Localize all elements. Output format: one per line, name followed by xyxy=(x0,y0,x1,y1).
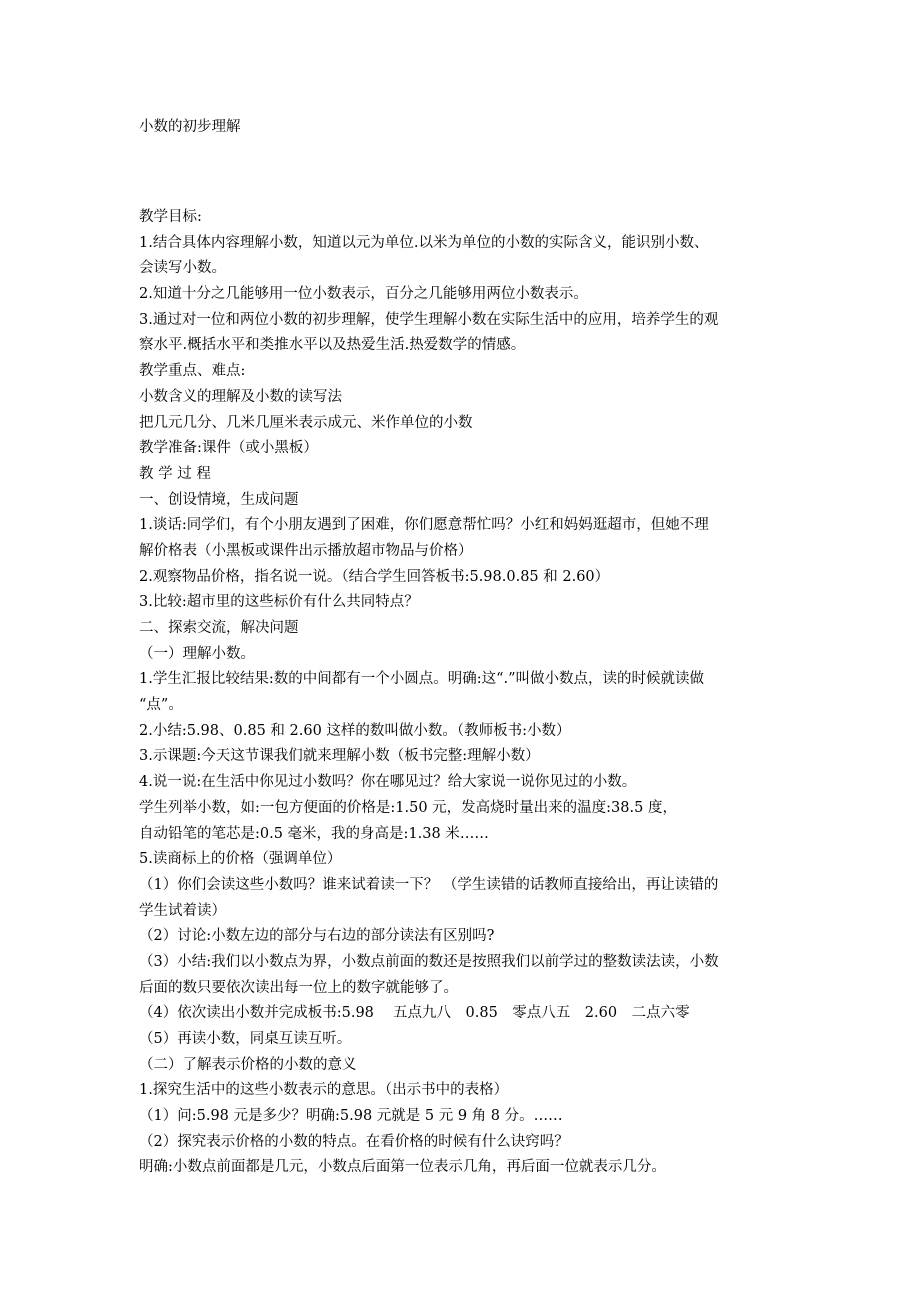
document-body xyxy=(139,205,785,1181)
text-line: 1.探究生活中的这些小数表示的意思。（出示书中的表格） xyxy=(139,1082,509,1099)
text-line: （二）了解表示价格的小数的意义 xyxy=(139,1056,357,1073)
text-line: （1）你们会读这些小数吗？谁来试着读一下？ （学生读错的话教师直接给出，再让读错的 xyxy=(139,876,719,893)
text-line: “点”。 xyxy=(139,697,183,714)
section-heading: 教 学 过 程 xyxy=(139,465,211,482)
text-line: 2.观察物品价格，指名说一说。（结合学生回答板书:5.98.0.85 和 2.60） xyxy=(139,568,610,585)
document-title: 小数的初步理解 xyxy=(139,119,241,135)
text-line: 自动铅笔的笔芯是:0.5 毫米，我的身高是:1.38 米…… xyxy=(139,825,489,842)
text-line: 学生列举小数，如:一包方便面的价格是:1.50 元，发高烧时量出来的温度:38.5 度， xyxy=(139,799,677,816)
text-line: （1）问:5.98 元是多少？明确:5.98 元就是 5 元 9 角 8 分。…… xyxy=(139,1108,563,1125)
text-line: 1.结合具体内容理解小数，知道以元为单位.以米为单位的小数的实际含义，能识别小数、 xyxy=(139,234,709,251)
text-line: （3）小结:我们以小数点为界，小数点前面的数还是按照我们以前学过的整数读法读，小数 xyxy=(139,953,719,970)
text-line: 教学重点、难点: xyxy=(139,363,246,380)
text-line: 小数含义的理解及小数的读写法 xyxy=(139,388,342,405)
text-line: 一、创设情境，生成问题 xyxy=(139,491,299,508)
text-line: 1.学生汇报比较结果:数的中间都有一个小圆点。明确:这“.”叫做小数点，读的时候就读做 xyxy=(139,671,705,688)
text-line: 解价格表（小黑板或课件出示播放超市物品与价格） xyxy=(139,542,473,559)
text-line: （2）讨论:小数左边的部分与右边的部分读法有区别吗? xyxy=(139,928,495,945)
text-line: 教学准备:课件（或小黑板） xyxy=(139,440,318,457)
text-line: 1.谈话:同学们，有个小朋友遇到了困难，你们愿意帮忙吗？小红和妈妈逛超市，但她不理 xyxy=(139,517,709,534)
text-line: 5.读商标上的价格（强调单位） xyxy=(139,851,342,868)
text-line: 3.示课题:今天这节课我们就来理解小数（板书完整:理解小数） xyxy=(139,748,540,765)
text-line: 学生试着读） xyxy=(139,902,226,919)
text-line: 教学目标: xyxy=(139,209,202,225)
text-line: 明确:小数点前面都是几元，小数点后面第一位表示几角，再后面一位就表示几分。 xyxy=(139,1159,666,1176)
text-line: 3.比较:超市里的这些标价有什么共同特点？ xyxy=(139,594,419,611)
text-line: （2）探究表示价格的小数的特点。在看价格的时候有什么诀窍吗？ xyxy=(139,1133,569,1150)
text-line: 会读写小数。 xyxy=(139,260,226,277)
text-line: （一）理解小数。 xyxy=(139,645,255,662)
text-line: 把几元几分、几米几厘米表示成元、米作单位的小数 xyxy=(139,414,473,431)
text-line: （4）依次读出小数并完成板书:5.98 五点九八 0.85 零点八五 2.60 二点六零 xyxy=(139,1005,690,1022)
text-line: 4.说一说:在生活中你见过小数吗？你在哪见过？给大家说一说你见过的小数。 xyxy=(139,774,637,791)
text-line: （5）再读小数，同桌互读互听。 xyxy=(139,1031,352,1047)
text-line: 二、探索交流，解决问题 xyxy=(139,620,299,636)
text-line: 2.小结:5.98、0.85 和 2.60 这样的数叫做小数。（教师板书:小数） xyxy=(139,722,571,739)
text-line: 后面的数只要依次读出每一位上的数字就能够了。 xyxy=(139,979,458,996)
text-line: 2.知道十分之几能够用一位小数表示，百分之几能够用两位小数表示。 xyxy=(139,286,588,303)
text-line: 3.通过对一位和两位小数的初步理解，使学生理解小数在实际生活中的应用，培养学生的观 xyxy=(139,311,719,328)
text-line: 察水平.概括水平和类推水平以及热爱生活.热爱数学的情感。 xyxy=(139,337,526,354)
